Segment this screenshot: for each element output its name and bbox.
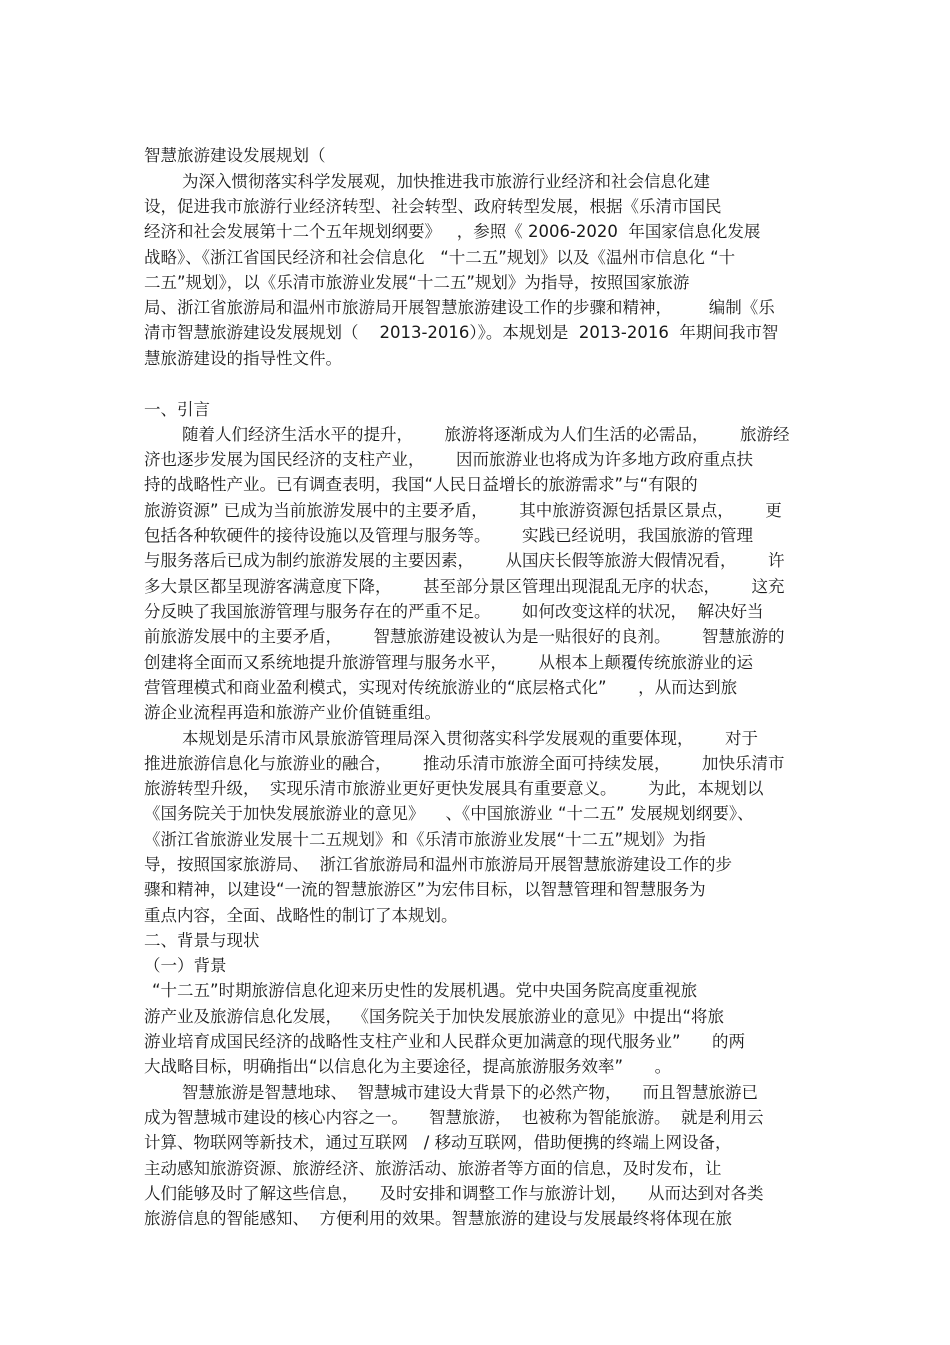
section2-paragraph2-line: 智慧旅游是智慧地球、 智慧城市建设大背景下的必然产物， 而且智慧旅游已 bbox=[182, 1083, 758, 1102]
section1-paragraph-line: 多大景区都呈现游客满意度下降， 甚至部分景区管理出现混乱无序的状态， 这充 bbox=[144, 577, 785, 596]
section1-paragraph-line: 持的战略性产业。已有调查表明，我国“人民日益增长的旅游需求”与“有限的 bbox=[144, 475, 698, 494]
intro-paragraph-line: 二五”规划》，以《乐清市旅游业发展“十二五”规划》为指导，按照国家旅游 bbox=[144, 273, 690, 292]
section1-paragraph-line: 包括各种软硬件的接待设施以及管理与服务等。 实践已经说明，我国旅游的管理 bbox=[144, 526, 753, 545]
intro-paragraph-line: 设，促进我市旅游行业经济转型、社会转型、政府转型发展，根据《乐清市国民 bbox=[144, 197, 722, 216]
section1-paragraph2-line: 《浙江省旅游业发展十二五规划》和《乐清市旅游业发展“十二五”规划》为指 bbox=[144, 830, 706, 849]
intro-paragraph-line: 清市智慧旅游建设发展规划（ 2013-2016）》。本规划是 2013-2016 年期间我市智 bbox=[144, 323, 779, 342]
section1-paragraph-line: 游企业流程再造和旅游产业价值链重组。 bbox=[144, 703, 441, 722]
subsection-heading: （一）背景 bbox=[144, 956, 227, 975]
section1-paragraph-line: 分反映了我国旅游管理与服务存在的严重不足。 如何改变这样的状况， 解决好当 bbox=[144, 602, 764, 621]
section1-paragraph2-line: 《国务院关于加快发展旅游业的意见》 、《中国旅游业 “十二五” 发展规划纲要》、 bbox=[144, 804, 754, 823]
section1-paragraph-line: 前旅游发展中的主要矛盾， 智慧旅游建设被认为是一贴很好的良剂。 智慧旅游的 bbox=[144, 627, 785, 646]
section2-paragraph-line: 游业培育成国民经济的战略性支柱产业和人民群众更加满意的现代服务业” 的两 bbox=[144, 1032, 746, 1051]
section1-paragraph-line: 旅游资源” 已成为当前旅游发展中的主要矛盾， 其中旅游资源包括景区景点， 更 bbox=[144, 501, 782, 520]
section1-paragraph2-line: 骤和精神，以建设“一流的智慧旅游区”为宏伟目标，以智慧管理和智慧服务为 bbox=[144, 880, 706, 899]
section2-paragraph-line: 大战略目标，明确指出“以信息化为主要途径，提高旅游服务效率” 。 bbox=[144, 1057, 672, 1076]
section1-paragraph-line: 营管理模式和商业盈利模式，实现对传统旅游业的“底层格式化” ，从而达到旅 bbox=[144, 678, 738, 697]
section1-paragraph2-line: 重点内容，全面、战略性的制订了本规划。 bbox=[144, 906, 458, 925]
document-title: 智慧旅游建设发展规划（ bbox=[144, 146, 326, 165]
section1-paragraph2-line: 推进旅游信息化与旅游业的融合， 推动乐清市旅游全面可持续发展， 加快乐清市 bbox=[144, 754, 785, 773]
section1-paragraph-line: 与服务落后已成为制约旅游发展的主要因素， 从国庆长假等旅游大假情况看， 许 bbox=[144, 551, 785, 570]
section2-paragraph2-line: 旅游信息的智能感知、 方便利用的效果。智慧旅游的建设与发展最终将体现在旅 bbox=[144, 1209, 732, 1228]
section1-paragraph-line: 济也逐步发展为国民经济的支柱产业， 因而旅游业也将成为许多地方政府重点扶 bbox=[144, 450, 753, 469]
section2-paragraph-line: “十二五”时期旅游信息化迎来历史性的发展机遇。党中央国务院高度重视旅 bbox=[152, 981, 698, 1000]
section1-paragraph2-line: 本规划是乐清市风景旅游管理局深入贯彻落实科学发展观的重要体现， 对于 bbox=[182, 729, 758, 748]
intro-paragraph-line: 为深入惯彻落实科学发展观，加快推进我市旅游行业经济和社会信息化建 bbox=[182, 172, 710, 191]
section2-paragraph-line: 游产业及旅游信息化发展， 《国务院关于加快发展旅游业的意见》中提出“将旅 bbox=[144, 1007, 725, 1026]
section2-paragraph2-line: 成为智慧城市建设的核心内容之一。 智慧旅游， 也被称为智能旅游。 就是利用云 bbox=[144, 1108, 764, 1127]
intro-paragraph-line: 局、浙江省旅游局和温州市旅游局开展智慧旅游建设工作的步骤和精神， 编制《乐 bbox=[144, 298, 775, 317]
section-heading: 二、背景与现状 bbox=[144, 931, 260, 950]
section1-paragraph-line: 随着人们经济生活水平的提升， 旅游将逐渐成为人们生活的必需品， 旅游经 bbox=[182, 425, 790, 444]
section2-paragraph2-line: 人们能够及时了解这些信息， 及时安排和调整工作与旅游计划， 从而达到对各类 bbox=[144, 1184, 764, 1203]
section1-paragraph2-line: 旅游转型升级， 实现乐清市旅游业更好更快发展具有重要意义。 为此，本规划以 bbox=[144, 779, 764, 798]
intro-paragraph-line: 慧旅游建设的指导性文件。 bbox=[144, 349, 342, 368]
intro-paragraph-line: 战略》、《浙江省国民经济和社会信息化 “十二五”规划》以及《温州市信息化 “十 bbox=[144, 248, 736, 267]
section2-paragraph2-line: 计算、物联网等新技术，通过互联网 / 移动互联网，借助便携的终端上网设备， bbox=[144, 1133, 732, 1152]
section-heading: 一、引言 bbox=[144, 400, 210, 419]
section2-paragraph2-line: 主动感知旅游资源、旅游经济、旅游活动、旅游者等方面的信息，及时发布，让 bbox=[144, 1159, 722, 1178]
section1-paragraph2-line: 导，按照国家旅游局、 浙江省旅游局和温州市旅游局开展智慧旅游建设工作的步 bbox=[144, 855, 732, 874]
section1-paragraph-line: 创建将全面而又系统地提升旅游管理与服务水平， 从根本上颠覆传统旅游业的运 bbox=[144, 653, 753, 672]
intro-paragraph-line: 经济和社会发展第十二个五年规划纲要》 ，参照《 2006-2020 年国家信息化发展 bbox=[144, 222, 761, 241]
